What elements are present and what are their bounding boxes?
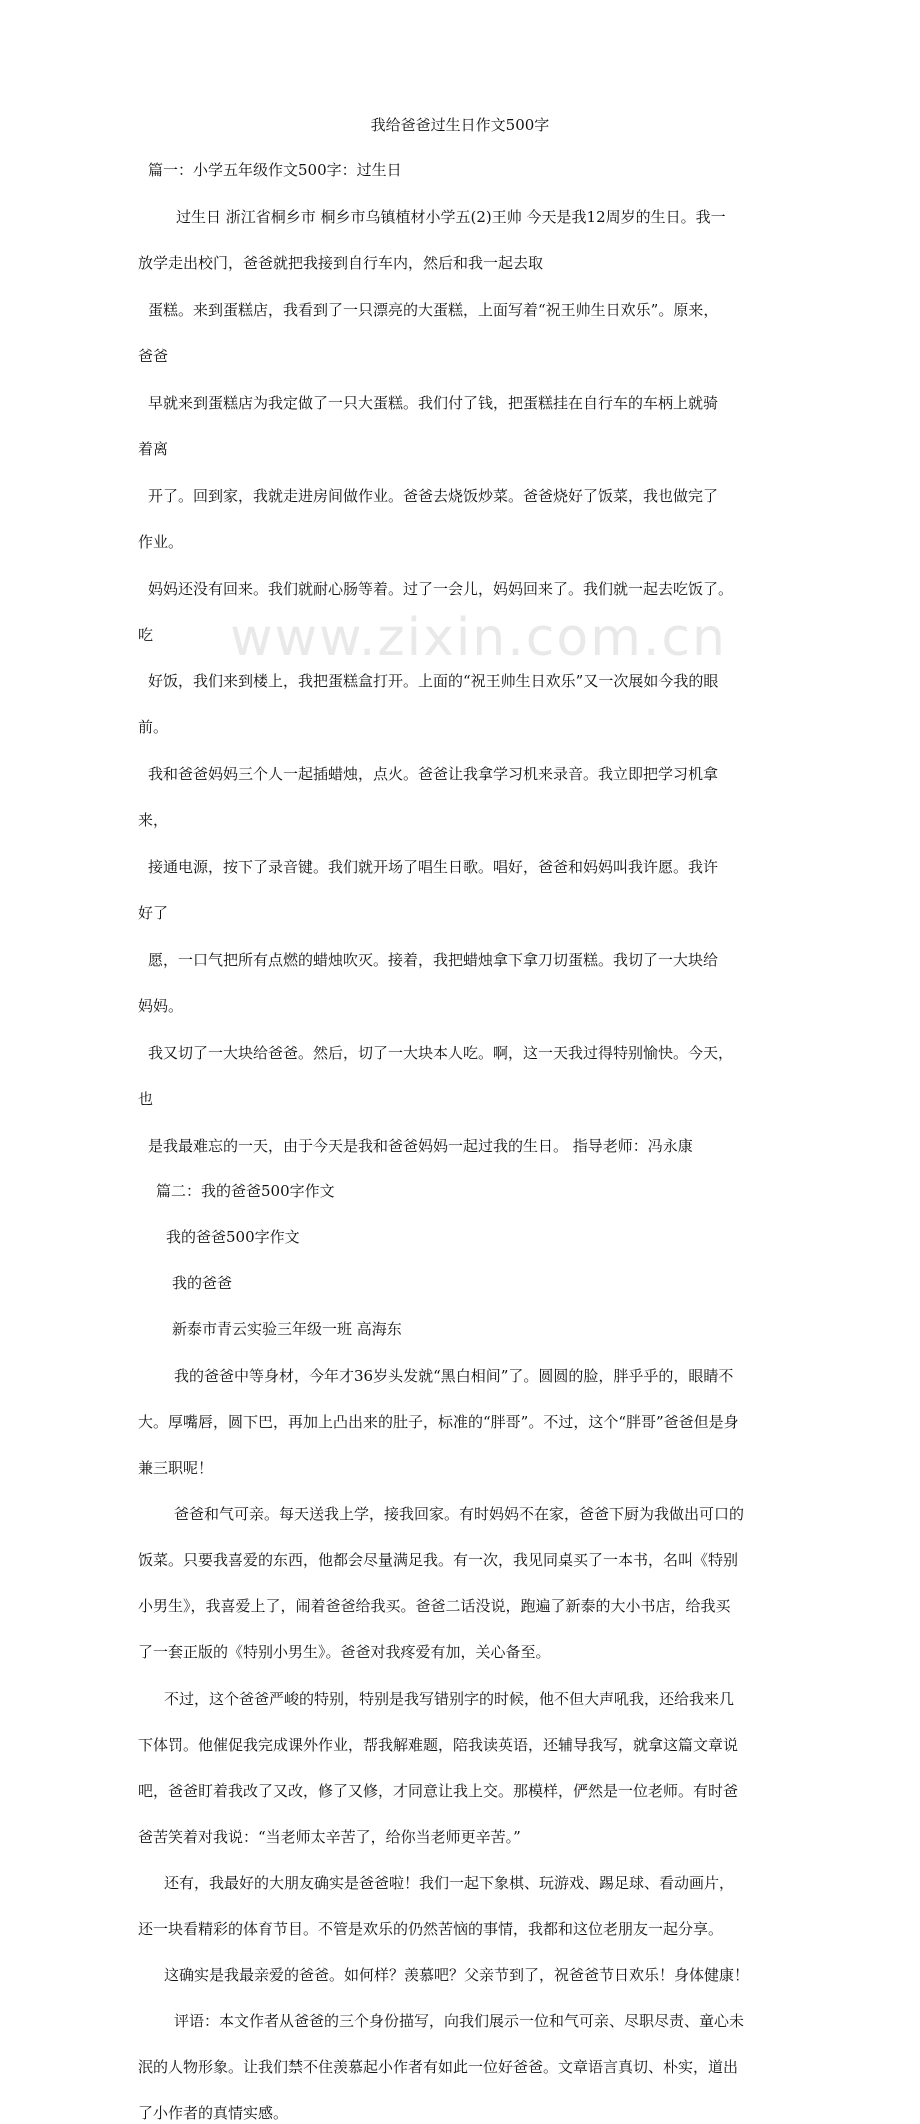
paragraph-line: 过生日 浙江省桐乡市 桐乡市乌镇植材小学五(2)王帅 今天是我12周岁的生日。我一: [176, 208, 726, 226]
paragraph-line: 我又切了一大块给爸爸。然后，切了一大块本人吃。啊，这一天我过得特别愉快。今天，: [148, 1044, 734, 1062]
paragraph-line: 愿，一口气把所有点燃的蜡烛吹灭。接着，我把蜡烛拿下拿刀切蛋糕。我切了一大块给: [148, 951, 719, 969]
paragraph-line: 了一套正版的《特别小男生》。爸爸对我疼爱有加，关心备至。: [138, 1643, 551, 1661]
paragraph-line: 不过，这个爸爸严峻的特别，特别是我写错别字的时候，他不但大声吼我，还给我来几: [164, 1690, 735, 1708]
paragraph-line: 着离: [138, 440, 169, 458]
paragraph-line: 这确实是我最亲爱的爸爸。如何样？羡慕吧？父亲节到了，祝爸爸节日欢乐！身体健康！: [164, 1966, 750, 1984]
paragraph-line: 早就来到蛋糕店为我定做了一只大蛋糕。我们付了钱，把蛋糕挂在自行车的车柄上就骑: [148, 394, 719, 412]
paragraph-line: 兼三职呢！: [138, 1459, 214, 1477]
paragraph-line: 开了。回到家，我就走进房间做作业。爸爸去烧饭炒菜。爸爸烧好了饭菜，我也做完了: [148, 487, 719, 505]
paragraph-line: 前。: [138, 718, 169, 736]
watermark: www.zixin.com.cn: [230, 608, 727, 668]
paragraph-line: 作业。: [138, 533, 184, 551]
paragraph-line: 小男生》，我喜爱上了，闹着爸爸给我买。爸爸二话没说，跑遍了新泰的大小书店，给我买: [138, 1597, 731, 1615]
page-title: 我给爸爸过生日作文500字: [370, 116, 550, 134]
paragraph-line: 妈妈还没有回来。我们就耐心肠等着。过了一会儿，妈妈回来了。我们就一起去吃饭了。: [148, 580, 734, 598]
paragraph-line: 来，: [138, 811, 169, 829]
paragraph-line: 接通电源，按下了录音键。我们就开场了唱生日歌。唱好，爸爸和妈妈叫我许愿。我许: [148, 858, 719, 876]
paragraph-line: 我的爸爸500字作文: [166, 1228, 300, 1246]
paragraph-line: 吃: [138, 626, 154, 644]
section-heading-2: 篇二：我的爸爸500字作文: [156, 1182, 335, 1200]
paragraph-line: 妈妈。: [138, 997, 184, 1015]
paragraph-line: 还有，我最好的大朋友确实是爸爸啦！我们一起下象棋、玩游戏、踢足球、看动画片，: [164, 1874, 735, 1892]
paragraph-line: 评语：本文作者从爸爸的三个身份描写，向我们展示一位和气可亲、尽职尽责、童心未: [174, 2012, 745, 2030]
paragraph-line: 新泰市青云实验三年级一班 高海东: [172, 1320, 402, 1338]
paragraph-line: 爸爸: [138, 347, 169, 365]
paragraph-line: 下体罚。他催促我完成课外作业，帮我解难题，陪我读英语，还辅导我写，就拿这篇文章说: [138, 1736, 739, 1754]
paragraph-line: 是我最难忘的一天，由于今天是我和爸爸妈妈一起过我的生日。 指导老师：冯永康: [148, 1137, 693, 1155]
paragraph-line: 了小作者的真情实感。: [138, 2104, 289, 2122]
paragraph-line: 好了: [138, 904, 169, 922]
paragraph-line: 我的爸爸中等身材，今年才36岁头发就“黑白相间”了。圆圆的脸，胖乎乎的，眼睛不: [174, 1367, 734, 1385]
paragraph-line: 蛋糕。来到蛋糕店，我看到了一只漂亮的大蛋糕，上面写着“祝王帅生日欢乐”。原来，: [148, 301, 719, 319]
paragraph-line: 爸苦笑着对我说：“当老师太辛苦了，给你当老师更辛苦。”: [138, 1828, 521, 1846]
paragraph-line: 爸爸和气可亲。每天送我上学，接我回家。有时妈妈不在家，爸爸下厨为我做出可口的: [174, 1505, 745, 1523]
paragraph-line: 放学走出校门，爸爸就把我接到自行车内，然后和我一起去取: [138, 254, 544, 272]
paragraph-line: 大。厚嘴唇，圆下巴，再加上凸出来的肚子，标准的“胖哥”。不过，这个“胖哥”爸爸但是身: [138, 1413, 739, 1431]
paragraph-line: 也: [138, 1090, 154, 1108]
paragraph-line: 还一块看精彩的体育节目。不管是欢乐的仍然苦恼的事情，我都和这位老朋友一起分享。: [138, 1920, 724, 1938]
paragraph-line: 好饭，我们来到楼上，我把蛋糕盒打开。上面的“祝王帅生日欢乐”又一次展如今我的眼: [148, 672, 719, 690]
paragraph-line: 吧，爸爸盯着我改了又改，修了又修，才同意让我上交。那模样，俨然是一位老师。有时爸: [138, 1782, 739, 1800]
paragraph-line: 泯的人物形象。让我们禁不住羡慕起小作者有如此一位好爸爸。文章语言真切、朴实，道出: [138, 2058, 739, 2076]
paragraph-line: 我的爸爸: [172, 1274, 233, 1292]
paragraph-line: 饭菜。只要我喜爱的东西，他都会尽量满足我。有一次，我见同桌买了一本书，名叫《特别: [138, 1551, 739, 1569]
paragraph-line: 我和爸爸妈妈三个人一起插蜡烛，点火。爸爸让我拿学习机来录音。我立即把学习机拿: [148, 765, 719, 783]
section-heading-1: 篇一：小学五年级作文500字：过生日: [148, 161, 402, 179]
